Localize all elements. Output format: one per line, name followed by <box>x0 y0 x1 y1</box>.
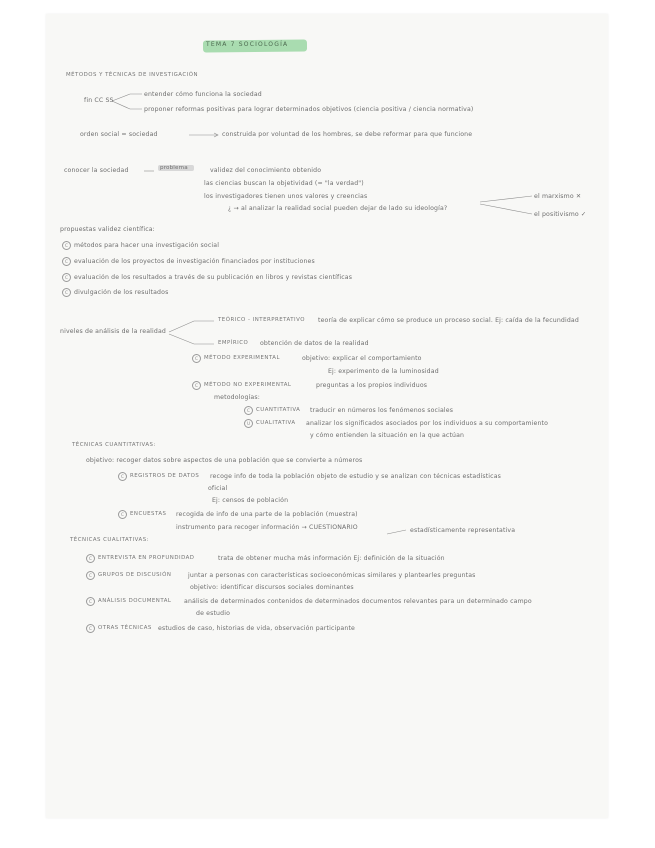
cuali-item-label: GRUPOS DE DISCUSIÓN <box>98 572 172 578</box>
niveles-label: niveles de análisis de la realidad <box>60 328 166 335</box>
cuali-item-text: trata de obtener mucha más información Ej: definición de la situación <box>218 555 445 562</box>
orden-text: construida por voluntad de los hombres, se debe reformar para que funcione <box>222 131 473 138</box>
cuali-item-text: juntar a personas con características socioeconómicas similares y plantearles preguntas <box>188 572 476 579</box>
cuali-item-marker: C <box>86 597 95 606</box>
fin-label: fin CC SS <box>84 97 114 104</box>
reg-example: Ej: censos de población <box>212 497 289 504</box>
fin-branch-2: proponer reformas positivas para lograr determinados objetivos (ciencia positiva / ciencia normativa) <box>144 106 474 113</box>
teorico-label: TEÓRICO - INTERPRETATIVO <box>218 317 305 323</box>
conocer-label: conocer la sociedad <box>64 167 129 174</box>
enc-right-note: estadísticamente representativa <box>410 527 516 534</box>
enc-text-1: recogida de info de una parte de la población (muestra) <box>176 511 358 518</box>
cuali-item-text: análisis de determinados contenidos de determinados documentos relevantes para un determinado campo <box>184 598 532 605</box>
cuanti-label: CUANTITATIVA <box>256 407 301 413</box>
cuali-text-2: y cómo entienden la situación en la que actúan <box>310 432 465 439</box>
cuali-item-label: ANÁLISIS DOCUMENTAL <box>98 598 172 604</box>
cuanti-marker: C <box>244 406 253 415</box>
problema-line-4: ¿ → al analizar la realidad social pueden dejar de lado su ideología? <box>228 205 448 212</box>
cuali-item-sub: objetivo: identificar discursos sociales dominantes <box>190 584 354 591</box>
exp-marker: C <box>192 354 201 363</box>
cualitativas-heading: TÉCNICAS CUALITATIVAS: <box>70 537 149 543</box>
metodologias-label: metodologías: <box>214 394 260 401</box>
notebook-page <box>46 14 608 818</box>
reg-marker: C <box>118 472 127 481</box>
cuali-marker: U <box>244 419 253 428</box>
cuali-item-marker: C <box>86 624 95 633</box>
exp-example: Ej: experimento de la luminosidad <box>328 368 439 375</box>
empirico-label: EMPÍRICO <box>218 340 249 346</box>
cuantitativas-objetivo: objetivo: recoger datos sobre aspectos de una población que se convierte a números <box>86 457 363 464</box>
fin-branch-1: entender cómo funciona la sociedad <box>144 91 262 98</box>
cuali-label: CUALITATIVA <box>256 420 296 426</box>
problema-line-1: validez del conocimiento obtenido <box>210 167 322 174</box>
positivismo-note: el positivismo ✓ <box>534 211 587 218</box>
validez-item: métodos para hacer una investigación social <box>74 242 220 249</box>
validez-item: evaluación de los proyectos de investigación financiados por instituciones <box>74 258 315 265</box>
cuali-item-label: OTRAS TÉCNICAS <box>98 625 152 631</box>
cuali-item-label: ENTREVISTA EN PROFUNDIDAD <box>98 555 195 561</box>
item-marker: C <box>62 273 71 282</box>
item-marker: C <box>62 241 71 250</box>
noexp-marker: C <box>192 381 201 390</box>
cuali-item-marker: C <box>86 571 95 580</box>
problema-line-2: las ciencias buscan la objetividad (= "la verdad") <box>204 180 364 187</box>
enc-text-2: instrumento para recoger información → CUESTIONARIO <box>176 524 358 531</box>
enc-label: ENCUESTAS <box>130 511 167 517</box>
exp-text: objetivo: explicar el comportamiento <box>302 355 422 362</box>
enc-marker: C <box>118 510 127 519</box>
empirico-text: obtención de datos de la realidad <box>260 340 369 347</box>
cuanti-text: traducir en números los fenómenos sociales <box>310 407 454 414</box>
cuali-item-sub: de estudio <box>196 610 231 617</box>
problema-line-3: los investigadores tienen unos valores y creencias <box>204 193 368 200</box>
cuantitativas-heading: TÉCNICAS CUANTITATIVAS: <box>72 442 156 448</box>
reg-text-2: oficial <box>208 485 228 492</box>
teorico-text: teoría de explicar cómo se produce un proceso social. Ej: caída de la fecundidad <box>318 317 579 324</box>
validez-heading: propuestas validez científica: <box>60 226 155 233</box>
orden-label: orden social = sociedad <box>80 131 158 138</box>
cuali-item-marker: C <box>86 554 95 563</box>
item-marker: C <box>62 257 71 266</box>
item-marker: C <box>62 288 71 297</box>
exp-label: MÉTODO EXPERIMENTAL <box>204 355 280 361</box>
noexp-text: preguntas a los propios individuos <box>316 382 428 389</box>
cuali-item-text: estudios de caso, historias de vida, observación participante <box>158 625 355 632</box>
reg-label: REGISTROS DE DATOS <box>130 473 200 479</box>
noexp-label: MÉTODO NO EXPERIMENTAL <box>204 382 292 388</box>
validez-item: divulgación de los resultados <box>74 289 169 296</box>
cuali-text-1: analizar los significados asociados por los individuos a su comportamiento <box>306 420 549 427</box>
section-heading-methods: MÉTODOS Y TÉCNICAS DE INVESTIGACIÓN <box>66 72 198 78</box>
problema-label: problema <box>160 165 188 171</box>
page-title: TEMA 7 SOCIOLOGÍA <box>206 41 289 48</box>
marxismo-note: el marxismo ✕ <box>534 193 582 200</box>
validez-item: evaluación de los resultados a través de su publicación en libros y revistas científicas <box>74 274 353 281</box>
reg-text-1: recoge info de toda la población objeto de estudio y se analizan con técnicas estadísticas <box>210 473 502 480</box>
